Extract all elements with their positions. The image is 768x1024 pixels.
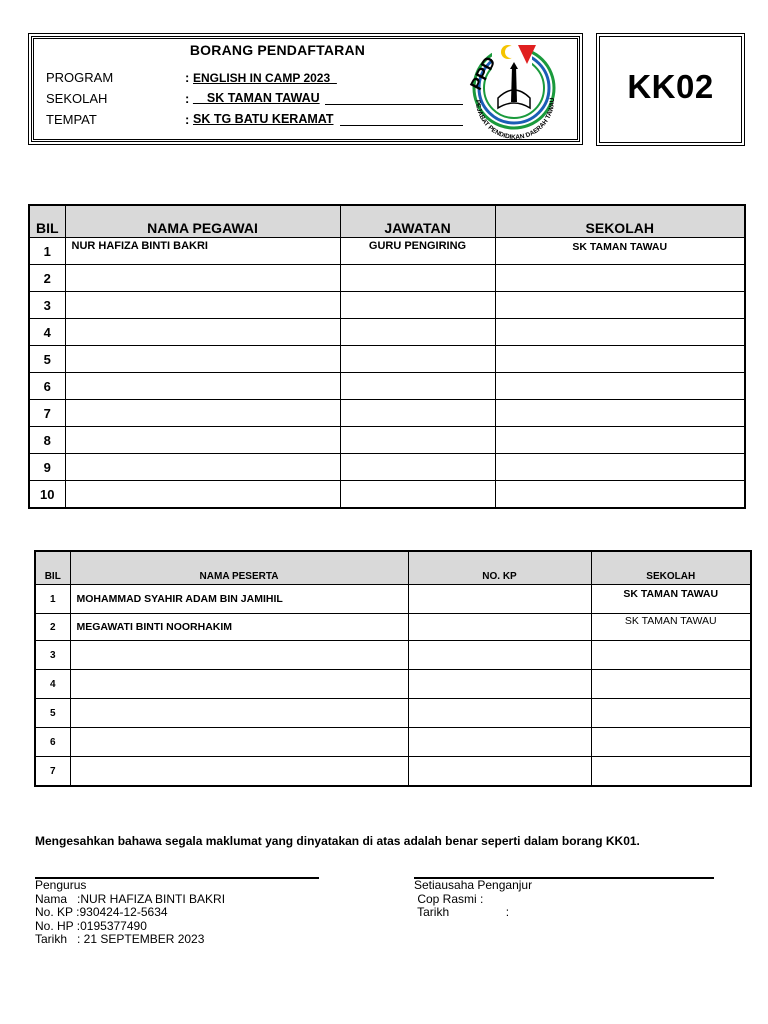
staff-bil-cell: 9 bbox=[29, 454, 65, 481]
venue-underline bbox=[340, 125, 463, 126]
staff-name-cell bbox=[65, 373, 340, 400]
staff-bil-cell: 4 bbox=[29, 319, 65, 346]
staff-school-cell bbox=[495, 373, 745, 400]
staff-position-cell bbox=[340, 454, 495, 481]
left-signature-date: Tarikh : 21 SEPTEMBER 2023 bbox=[35, 932, 205, 947]
program-label: PROGRAM bbox=[46, 70, 114, 85]
staff-position-cell bbox=[340, 346, 495, 373]
participant-table bbox=[34, 550, 752, 787]
participant-table-header bbox=[35, 551, 751, 585]
staff-name-cell bbox=[65, 265, 340, 292]
participant-ic-cell bbox=[408, 699, 591, 728]
staff-bil-cell: 10 bbox=[29, 481, 65, 509]
staff-school-cell bbox=[495, 319, 745, 346]
school-label: SEKOLAH bbox=[46, 91, 108, 106]
school-underline bbox=[325, 104, 463, 105]
participant-row bbox=[35, 670, 751, 699]
venue-value: SK TG BATU KERAMAT bbox=[193, 112, 334, 126]
staff-row bbox=[29, 346, 745, 373]
participant-school-cell bbox=[591, 641, 751, 670]
staff-row bbox=[29, 427, 745, 454]
school-colon: : bbox=[185, 91, 190, 106]
participant-name-cell bbox=[70, 699, 408, 728]
participant-bil-cell: 5 bbox=[35, 699, 70, 728]
staff-position-cell bbox=[340, 265, 495, 292]
left-signature-block bbox=[35, 879, 225, 947]
staff-row bbox=[29, 454, 745, 481]
participant-row bbox=[35, 641, 751, 670]
svg-text:PPD: PPD bbox=[466, 53, 500, 94]
staff-table-header bbox=[29, 205, 745, 238]
left-signature-ic: No. KP :930424-12-5634 bbox=[35, 905, 168, 920]
participant-name-cell bbox=[70, 728, 408, 757]
staff-row bbox=[29, 373, 745, 400]
staff-name-cell bbox=[65, 400, 340, 427]
participant-ic-cell bbox=[408, 757, 591, 787]
col-sekolah: SEKOLAH bbox=[591, 551, 751, 585]
participant-bil-cell: 3 bbox=[35, 641, 70, 670]
col-no-kp: NO. KP bbox=[408, 551, 591, 585]
participant-bil-cell: 7 bbox=[35, 757, 70, 787]
col-nama-peserta: NAMA PESERTA bbox=[70, 551, 408, 585]
staff-row bbox=[29, 238, 745, 265]
left-signature-name: Nama :NUR HAFIZA BINTI BAKRI bbox=[35, 891, 226, 906]
program-value: ENGLISH IN CAMP 2023_ bbox=[193, 71, 337, 85]
staff-bil-cell: 1 bbox=[29, 238, 65, 265]
participant-school-cell: SK TAMAN TAWAU bbox=[591, 585, 751, 614]
staff-position-cell bbox=[340, 292, 495, 319]
participant-school-cell bbox=[591, 699, 751, 728]
venue-colon: : bbox=[185, 112, 190, 127]
staff-bil-cell: 6 bbox=[29, 373, 65, 400]
staff-school-cell bbox=[495, 292, 745, 319]
staff-position-cell: GURU PENGIRING bbox=[340, 238, 495, 265]
col-nama-pegawai: NAMA PEGAWAI bbox=[65, 205, 340, 238]
svg-text:PEJABAT PENDIDIKAN DAERAH TAWA: PEJABAT PENDIDIKAN DAERAH TAWAU bbox=[473, 97, 557, 140]
staff-bil-cell: 3 bbox=[29, 292, 65, 319]
staff-school-cell bbox=[495, 346, 745, 373]
col-sekolah: SEKOLAH bbox=[495, 205, 745, 238]
staff-school-cell bbox=[495, 454, 745, 481]
staff-table bbox=[28, 204, 746, 509]
staff-school-cell: SK TAMAN TAWAU bbox=[495, 238, 745, 265]
participant-ic-cell bbox=[408, 614, 591, 641]
participant-name-cell bbox=[70, 641, 408, 670]
staff-position-cell bbox=[340, 319, 495, 346]
staff-row bbox=[29, 400, 745, 427]
staff-school-cell bbox=[495, 400, 745, 427]
program-colon: : bbox=[185, 70, 190, 85]
staff-name-cell bbox=[65, 346, 340, 373]
participant-ic-cell bbox=[408, 728, 591, 757]
staff-name-cell bbox=[65, 454, 340, 481]
staff-name-cell bbox=[65, 427, 340, 454]
col-bil: BIL bbox=[35, 551, 70, 585]
school-value: __SK TAMAN TAWAU bbox=[193, 91, 320, 105]
staff-school-cell bbox=[495, 265, 745, 292]
form-code: KK02 bbox=[627, 68, 714, 105]
staff-name-cell bbox=[65, 292, 340, 319]
col-jawatan: JAWATAN bbox=[340, 205, 495, 238]
right-signature-date: Tarikh : bbox=[414, 905, 510, 920]
staff-row bbox=[29, 319, 745, 346]
participant-bil-cell: 1 bbox=[35, 585, 70, 614]
staff-row bbox=[29, 292, 745, 319]
participant-ic-cell bbox=[408, 670, 591, 699]
staff-position-cell bbox=[340, 373, 495, 400]
participant-name-cell: MEGAWATI BINTI NOORHAKIM bbox=[70, 614, 408, 641]
participant-row bbox=[35, 757, 751, 787]
staff-bil-cell: 2 bbox=[29, 265, 65, 292]
right-signature-title: Setiausaha Penganjur bbox=[414, 878, 533, 892]
participant-name-cell bbox=[70, 670, 408, 699]
declaration-text: Mengesahkan bahawa segala maklumat yang dinyatakan di atas adalah benar seperti dalam borang KK01. bbox=[35, 834, 640, 848]
staff-row bbox=[29, 265, 745, 292]
participant-school-cell bbox=[591, 757, 751, 787]
participant-ic-cell bbox=[408, 585, 591, 614]
col-bil: BIL bbox=[29, 205, 65, 238]
staff-school-cell bbox=[495, 481, 745, 509]
left-signature-title: Pengurus bbox=[35, 878, 87, 892]
staff-position-cell bbox=[340, 481, 495, 509]
participant-name-cell: MOHAMMAD SYAHIR ADAM BIN JAMIHIL bbox=[70, 585, 408, 614]
right-signature-stamp: Cop Rasmi : bbox=[414, 891, 484, 906]
staff-name-cell: NUR HAFIZA BINTI BAKRI bbox=[65, 238, 340, 265]
staff-bil-cell: 8 bbox=[29, 427, 65, 454]
participant-bil-cell: 4 bbox=[35, 670, 70, 699]
participant-school-cell bbox=[591, 670, 751, 699]
staff-bil-cell: 5 bbox=[29, 346, 65, 373]
participant-school-cell bbox=[591, 728, 751, 757]
ppd-logo bbox=[462, 42, 566, 140]
form-title: BORANG PENDAFTARAN bbox=[189, 42, 366, 58]
left-signature-phone: No. HP :0195377490 bbox=[35, 918, 147, 933]
participant-row bbox=[35, 728, 751, 757]
staff-bil-cell: 7 bbox=[29, 400, 65, 427]
participant-row bbox=[35, 699, 751, 728]
staff-position-cell bbox=[340, 427, 495, 454]
participant-bil-cell: 6 bbox=[35, 728, 70, 757]
participant-bil-cell: 2 bbox=[35, 614, 70, 641]
participant-ic-cell bbox=[408, 641, 591, 670]
staff-name-cell bbox=[65, 319, 340, 346]
venue-label: TEMPAT bbox=[46, 112, 97, 127]
staff-position-cell bbox=[340, 400, 495, 427]
participant-row bbox=[35, 585, 751, 614]
staff-school-cell bbox=[495, 427, 745, 454]
staff-row bbox=[29, 481, 745, 509]
participant-row bbox=[35, 614, 751, 641]
participant-school-cell: SK TAMAN TAWAU bbox=[591, 614, 751, 641]
participant-name-cell bbox=[70, 757, 408, 787]
right-signature-block bbox=[414, 879, 532, 920]
staff-name-cell bbox=[65, 481, 340, 509]
